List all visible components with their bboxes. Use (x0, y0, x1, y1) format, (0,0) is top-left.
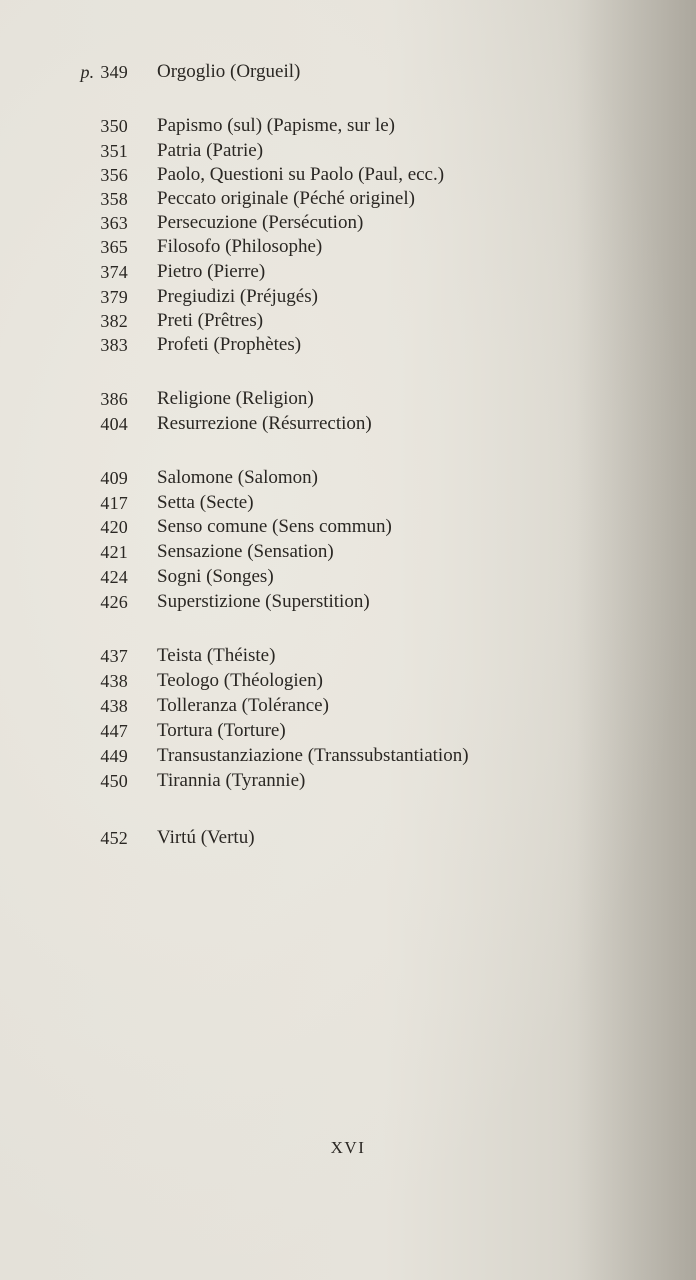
page-number: 426 (100, 592, 128, 612)
entry-title: Setta (Secte) (157, 492, 254, 513)
page-number: 350 (100, 116, 128, 136)
entry-title: Tolleranza (Tolérance) (157, 695, 329, 716)
page-number: 420 (100, 517, 128, 537)
entry-title: Peccato originale (Péché originel) (157, 188, 415, 209)
entry-title: Transustanziazione (Transsubstantiation) (157, 745, 469, 766)
page-folio: XVI (330, 1138, 366, 1157)
entry-title: Pietro (Pierre) (157, 261, 266, 282)
entry-title: Patria (Patrie) (157, 140, 264, 161)
entry-title: Religione (Religion) (157, 388, 314, 409)
page-number: 386 (100, 389, 128, 409)
page-number: 365 (100, 237, 128, 257)
page-number: 356 (100, 165, 128, 185)
page-number: 363 (100, 213, 128, 233)
page-number: 452 (100, 828, 128, 848)
page-number: 449 (100, 746, 128, 766)
page-number: 382 (100, 311, 128, 331)
page-number: 383 (100, 335, 128, 355)
page-number: 379 (100, 287, 128, 307)
entry-title: Superstizione (Superstition) (157, 591, 370, 612)
entry-title: Profeti (Prophètes) (157, 334, 302, 355)
page-number: 424 (100, 567, 128, 587)
page-number: 351 (100, 141, 128, 161)
entry-title: Tirannia (Tyrannie) (157, 770, 306, 791)
entry-title: Paolo, Questioni su Paolo (Paul, ecc.) (157, 164, 445, 185)
page-number: 438 (100, 696, 128, 716)
entry-title: Sensazione (Sensation) (157, 541, 334, 562)
entry-title: Persecuzione (Persécution) (157, 212, 364, 233)
entry-title: Teologo (Théologien) (157, 670, 323, 691)
page-number: 358 (100, 189, 128, 209)
page-number: 374 (100, 262, 128, 282)
entry-title: Tortura (Torture) (157, 720, 286, 741)
page-shadow (576, 0, 696, 1280)
entry-title: Resurrezione (Résurrection) (157, 413, 372, 434)
page-number: 450 (100, 771, 128, 791)
page-number: 417 (100, 493, 128, 513)
entry-title: Pregiudizi (Préjugés) (157, 286, 318, 307)
entry-title: Virtú (Vertu) (157, 827, 255, 848)
entry-title: Sogni (Songes) (157, 566, 274, 587)
page-number: 409 (100, 468, 128, 488)
entry-title: Filosofo (Philosophe) (157, 236, 323, 257)
entry-title: Preti (Prêtres) (157, 310, 264, 331)
page-number: 437 (100, 646, 128, 666)
page-number: p. 349 (80, 62, 128, 82)
page-number: 421 (100, 542, 128, 562)
page-number: 438 (100, 671, 128, 691)
page-prefix: p. (80, 62, 95, 82)
entry-title: Teista (Théiste) (157, 645, 276, 666)
entry-title: Senso comune (Sens commun) (157, 516, 392, 537)
entry-title: Salomone (Salomon) (157, 467, 318, 488)
page-number: 447 (100, 721, 128, 741)
page-number: 404 (100, 414, 128, 434)
entry-title: Orgoglio (Orgueil) (157, 61, 301, 82)
entry-title: Papismo (sul) (Papisme, sur le) (157, 115, 396, 136)
